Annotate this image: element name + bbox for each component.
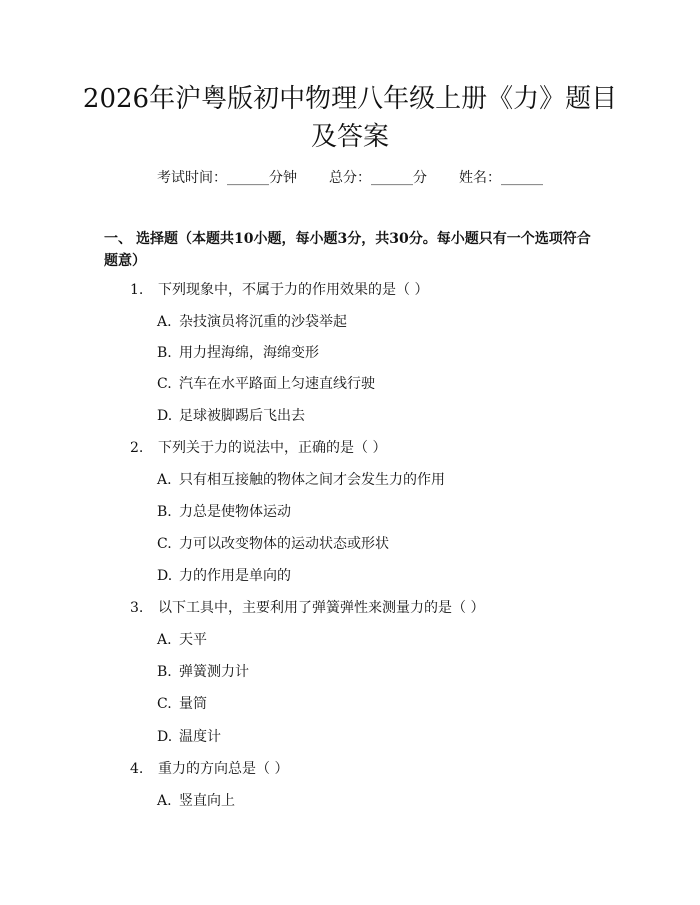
question-2-option-d [157, 566, 291, 586]
option-text: 力可以改变物体的运动状态或形状 [179, 536, 389, 552]
question-3-option-a [157, 630, 207, 650]
option-letter: A. [157, 472, 172, 488]
option-letter: D. [157, 408, 173, 424]
section-heading [104, 228, 604, 272]
option-letter: D. [157, 568, 173, 584]
option-text: 只有相互接触的物体之间才会发生力的作用 [179, 472, 445, 488]
question-number: 3. [130, 600, 144, 616]
question-number: 1. [130, 282, 144, 298]
document-title: 2026年沪粤版初中物理八年级上册《力》题目及答案 [82, 84, 618, 152]
option-text: 竖直向上 [179, 793, 235, 809]
question-4-option-a [157, 791, 235, 811]
question-3-option-d [157, 727, 221, 747]
option-text: 天平 [179, 632, 207, 648]
question-1-option-c [157, 374, 375, 394]
question-4 [130, 759, 288, 779]
section-number: 一、 [104, 231, 132, 247]
question-text: 下列现象中，不属于力的作用效果的是（ ） [158, 282, 429, 298]
question-2-option-b [157, 502, 291, 522]
option-text: 弹簧测力计 [179, 664, 249, 680]
section-text: 选择题（本题共10小题，每小题3分，共30分。每小题只有一个选项符合题意） [104, 231, 591, 269]
exam-time-field: 考试时间：______分钟 [157, 170, 297, 186]
question-1-option-a [157, 312, 347, 332]
question-3-option-b [157, 662, 249, 682]
option-text: 力总是使物体运动 [179, 504, 291, 520]
question-2-option-a [157, 470, 445, 490]
option-letter: C. [157, 376, 172, 392]
question-text: 下列关于力的说法中，正确的是（ ） [158, 440, 387, 456]
option-letter: B. [157, 504, 172, 520]
question-1-option-b [157, 343, 319, 363]
option-text: 足球被脚踢后飞出去 [179, 408, 305, 424]
total-score-field: 总分：______分 [329, 170, 427, 186]
option-letter: A. [157, 314, 172, 330]
question-number: 4. [130, 761, 144, 777]
option-letter: A. [157, 793, 172, 809]
name-field: 姓名：______ [459, 170, 543, 186]
question-3 [130, 598, 484, 618]
option-text: 力的作用是单向的 [179, 568, 291, 584]
option-text: 汽车在水平路面上匀速直线行驶 [179, 376, 375, 392]
question-3-option-c [157, 694, 207, 714]
question-text: 重力的方向总是（ ） [158, 761, 289, 777]
option-letter: B. [157, 664, 172, 680]
option-letter: D. [157, 729, 173, 745]
option-text: 杂技演员将沉重的沙袋举起 [179, 314, 347, 330]
option-letter: C. [157, 536, 172, 552]
option-text: 用力捏海绵，海绵变形 [179, 345, 319, 361]
option-letter: A. [157, 632, 172, 648]
option-letter: C. [157, 696, 172, 712]
question-2 [130, 438, 386, 458]
question-1-option-d [157, 406, 305, 426]
option-text: 量筒 [179, 696, 207, 712]
question-1 [130, 280, 428, 300]
option-letter: B. [157, 345, 172, 361]
question-text: 以下工具中，主要利用了弹簧弹性来测量力的是（ ） [158, 600, 485, 616]
question-number: 2. [130, 440, 144, 456]
exam-meta [0, 168, 700, 188]
option-text: 温度计 [179, 729, 221, 745]
question-2-option-c [157, 534, 389, 554]
